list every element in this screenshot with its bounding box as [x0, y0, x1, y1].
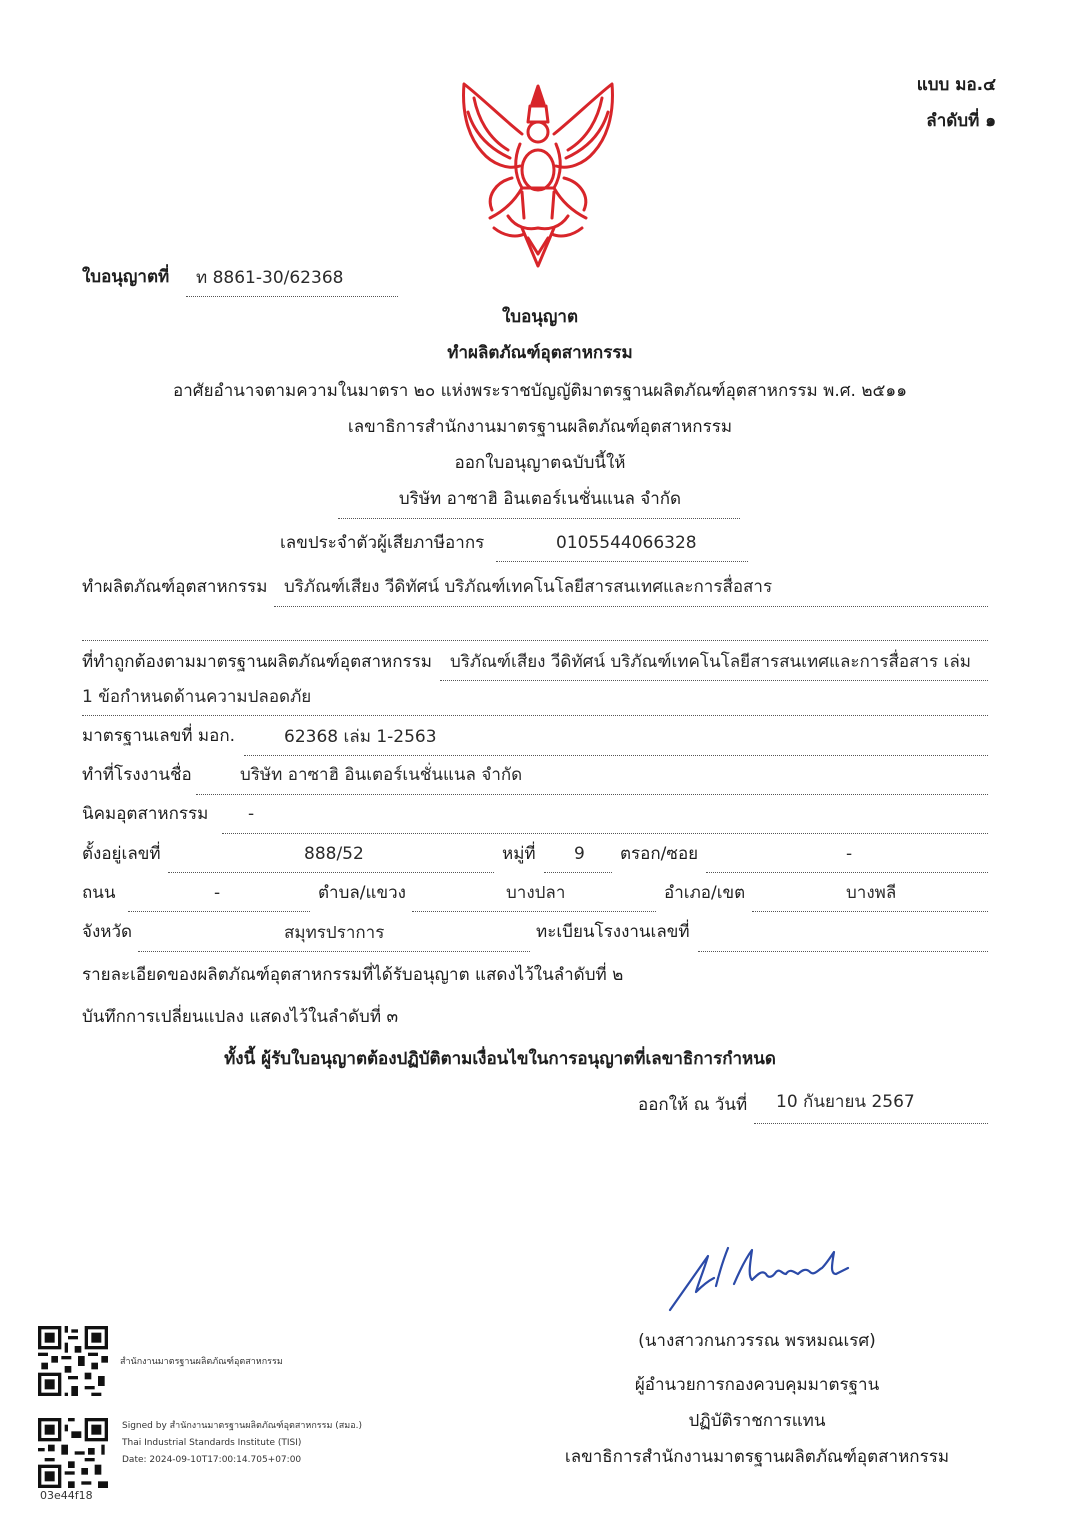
issuer-line: เลขาธิการสำนักงานมาตรฐานผลิตภัณฑ์อุตสาหกรรม: [347, 417, 733, 437]
date-label: ออกให้ ณ วันที่: [638, 1095, 748, 1115]
conform-value-1: บริภัณฑ์เสียง วีดิทัศน์ บริภัณฑ์เทคโนโลยีสารสนเทศและการสื่อสาร เล่ม: [450, 652, 971, 672]
license-number-underline: [186, 296, 398, 297]
license-number-label: ใบอนุญาตที่: [82, 267, 170, 287]
conform-underline-2: [82, 715, 988, 716]
estate-value: -: [248, 804, 255, 824]
date-underline: [754, 1123, 988, 1124]
signature-date: Date: 2024-09-10T17:00:14.705+07:00: [122, 1455, 302, 1465]
soi-value: -: [846, 844, 853, 864]
factory-reg-underline: [698, 951, 988, 952]
authority-line: อาศัยอำนาจตามความในมาตรา ๒๐ แห่งพระราชบัญญัติมาตรฐานผลิตภัณฑ์อุตสาหกรรม พ.ศ. ๒๕๑๑: [173, 381, 907, 401]
factory-underline: [196, 794, 988, 795]
signature: [664, 1240, 854, 1316]
district-value: บางพลี: [846, 883, 897, 903]
moo-underline: [544, 872, 612, 873]
signature-qr-code-icon[interactable]: [38, 1418, 108, 1488]
condition-line: ทั้งนี้ ผู้รับใบอนุญาตต้องปฏิบัติตามเงื่อนไขในการอนุญาตที่เลขาธิการกำหนด: [224, 1049, 776, 1069]
standard-value: 62368 เล่ม 1-2563: [284, 727, 437, 747]
province-label: จังหวัด: [82, 922, 133, 942]
company-underline: [338, 518, 740, 519]
address-no-label: ตั้งอยู่เลขที่: [82, 844, 161, 864]
company-name: บริษัท อาซาฮิ อินเตอร์เนชั่นแนล จำกัด: [398, 489, 682, 509]
qr-caption: สำนักงานมาตรฐานผลิตภัณฑ์อุตสาหกรรม: [120, 1357, 283, 1367]
address-no-underline: [168, 872, 494, 873]
document-hash: 03e44f18: [40, 1489, 93, 1502]
moo-label: หมู่ที่: [502, 844, 536, 864]
province-underline: [138, 951, 530, 952]
date-value: 10 กันยายน 2567: [776, 1092, 915, 1112]
issue-to-line: ออกใบอนุญาตฉบับนี้ให้: [454, 453, 626, 473]
changes-line: บันทึกการเปลี่ยนแปลง แสดงไว้ในลำดับที่ ๓: [82, 1007, 399, 1027]
signed-by: Signed by สำนักงานมาตรฐานผลิตภัณฑ์อุตสาหกรรม (สมอ.): [122, 1421, 362, 1431]
form-sequence: ลำดับที่ ๑: [926, 111, 996, 131]
product-value: บริภัณฑ์เสียง วีดิทัศน์ บริภัณฑ์เทคโนโลยีสารสนเทศและการสื่อสาร: [284, 577, 773, 597]
conform-underline: [440, 680, 988, 681]
road-label: ถนน: [82, 883, 116, 903]
garuda-emblem-icon: [452, 78, 624, 270]
moo-value: 9: [574, 844, 585, 864]
product-underline-2: [82, 640, 988, 641]
standard-underline: [244, 755, 988, 756]
form-code: แบบ มอ.๔: [916, 75, 996, 95]
address-no-value: 888/52: [304, 844, 364, 864]
soi-label: ตรอก/ซอย: [620, 844, 699, 864]
subdistrict-underline: [412, 911, 656, 912]
qr-code-icon[interactable]: [38, 1326, 108, 1396]
factory-label: ทำที่โรงงานชื่อ: [82, 765, 192, 785]
estate-label: นิคมอุตสาหกรรม: [82, 804, 209, 824]
province-value: สมุทรปราการ: [284, 923, 385, 943]
subdistrict-value: บางปลา: [506, 883, 566, 903]
road-value: -: [214, 883, 221, 903]
standard-label: มาตรฐานเลขที่ มอก.: [82, 726, 236, 746]
tax-id-underline: [496, 561, 748, 562]
signatory-position-3: เลขาธิการสำนักงานมาตรฐานผลิตภัณฑ์อุตสาหกรรม: [564, 1447, 950, 1467]
institute: Thai Industrial Standards Institute (TISI): [122, 1438, 302, 1448]
signatory-position-1: ผู้อำนวยการกองควบคุมมาตรฐาน: [634, 1375, 880, 1395]
subdistrict-label: ตำบล/แขวง: [318, 883, 406, 903]
product-label: ทำผลิตภัณฑ์อุตสาหกรรม: [82, 577, 268, 597]
license-subtitle: ทำผลิตภัณฑ์อุตสาหกรรม: [447, 343, 633, 363]
conform-label: ที่ทำถูกต้องตามมาตรฐานผลิตภัณฑ์อุตสาหกรรม: [82, 652, 433, 672]
estate-underline: [222, 833, 988, 834]
details-line: รายละเอียดของผลิตภัณฑ์อุตสาหกรรมที่ได้รับอนุญาต แสดงไว้ในลำดับที่ ๒: [82, 965, 624, 985]
district-label: อำเภอ/เขต: [664, 883, 746, 903]
tax-id-label: เลขประจำตัวผู้เสียภาษีอากร: [280, 533, 485, 553]
license-title: ใบอนุญาต: [502, 307, 578, 327]
district-underline: [752, 911, 988, 912]
signatory-name: (นางสาวกนกวรรณ พรหมณเรศ): [638, 1331, 876, 1351]
tax-id-value: 0105544066328: [556, 533, 697, 553]
signatory-position-2: ปฏิบัติราชการแทน: [688, 1411, 826, 1431]
product-underline: [274, 606, 988, 607]
factory-value: บริษัท อาซาฮิ อินเตอร์เนชั่นแนล จำกัด: [240, 765, 523, 785]
conform-value-2: 1 ข้อกำหนดด้านความปลอดภัย: [82, 687, 312, 707]
factory-reg-label: ทะเบียนโรงงานเลขที่: [536, 922, 690, 942]
license-number-value: ท 8861-30/62368: [196, 268, 344, 288]
road-underline: [128, 911, 310, 912]
soi-underline: [706, 872, 988, 873]
